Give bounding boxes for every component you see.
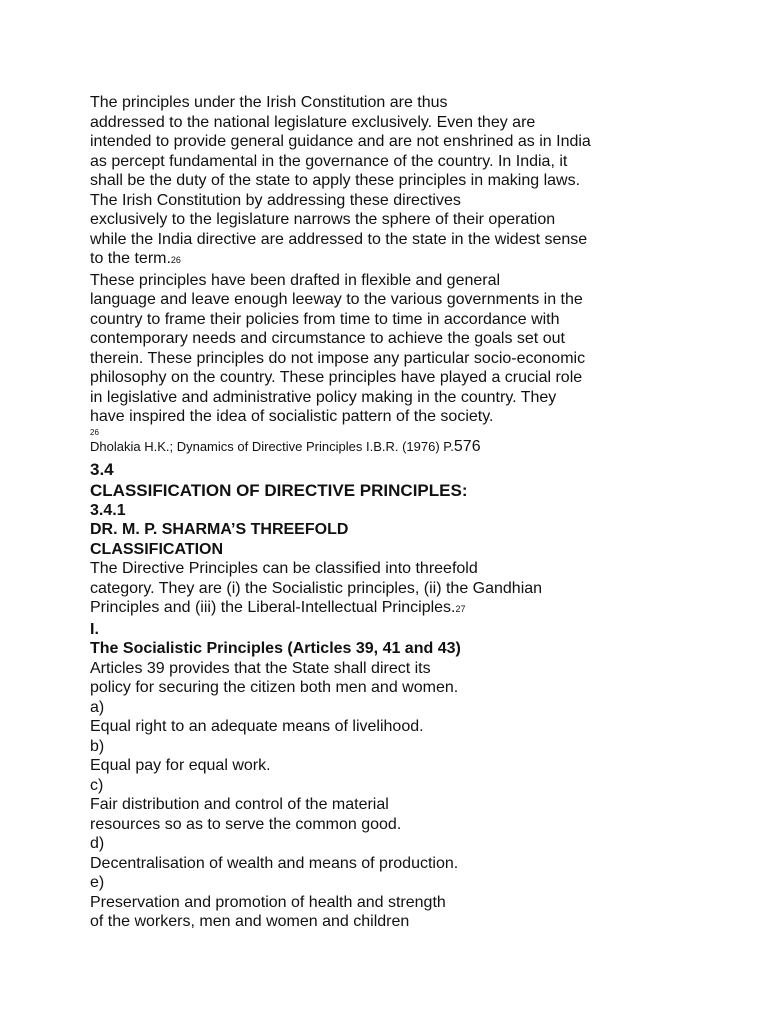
footnote-reference: 26 <box>170 255 181 265</box>
text-line: policy for securing the citizen both men and women. <box>90 679 459 696</box>
paragraph-flexible-principles <box>90 271 730 427</box>
text-line: as percept fundamental in the governance of the country. In India, it <box>90 152 568 170</box>
list-item <box>90 834 730 873</box>
text-line: in legislative and administrative policy making in the country. They <box>90 388 557 406</box>
list-item-text: Equal right to an adequate means of livelihood. <box>90 718 424 735</box>
part-title: The Socialistic Principles (Articles 39, 41 and 43) <box>90 640 461 657</box>
footnote-mark: 26 <box>90 427 99 437</box>
text-line: These principles have been drafted in flexible and general <box>90 271 501 289</box>
list-item-text: of the workers, men and women and children <box>90 913 410 930</box>
list-item <box>90 698 730 737</box>
text-line <box>90 249 730 271</box>
text-line: contemporary needs and circumstance to achieve the goals set out <box>90 330 565 347</box>
subsection-number: 3.4.1 <box>90 501 126 519</box>
text-line: philosophy on the country. These principles have played a crucial role <box>90 369 583 386</box>
footnote <box>90 428 730 455</box>
section-number: 3.4 <box>90 459 114 479</box>
text-line: exclusively to the legislature narrows the sphere of their operation <box>90 211 556 228</box>
list-item-text: Decentralisation of wealth and means of production. <box>90 854 459 872</box>
part-numeral: I. <box>90 620 99 638</box>
list-item-label: b) <box>90 737 105 755</box>
text-line: addressed to the national legislature exclusively. Even they are <box>90 113 536 131</box>
text-line: language and leave enough leeway to the various governments in the <box>90 291 583 308</box>
article-39-list <box>90 698 730 932</box>
text-line: The Directive Principles can be classified into threefold <box>90 560 478 577</box>
list-item-label: d) <box>90 835 105 852</box>
text-line: have inspired the idea of socialistic pattern of the society. <box>90 408 494 425</box>
subsection-title-cont: CLASSIFICATION <box>90 540 224 558</box>
list-item-text: Preservation and promotion of health and strength <box>90 893 446 911</box>
text-line: The Irish Constitution by addressing these directives <box>90 191 461 209</box>
list-item <box>90 776 730 835</box>
footnote-text <box>90 438 730 455</box>
text-line: The principles under the Irish Constitution are thus <box>90 94 448 111</box>
paragraph-threefold <box>90 559 730 620</box>
text-line: country to frame their policies from time to time in accordance with <box>90 310 560 328</box>
list-item <box>90 737 730 776</box>
paragraph-article-39 <box>90 659 730 698</box>
text-line: Articles 39 provides that the State shall direct its <box>90 659 431 677</box>
footnote-page: 576 <box>453 437 481 455</box>
text-line <box>90 598 730 620</box>
text-line-end: to the term. <box>90 250 171 267</box>
list-item-label: e) <box>90 874 105 891</box>
list-item-text: Fair distribution and control of the material <box>90 796 389 813</box>
text-line: shall be the duty of the state to apply these principles in making laws. <box>90 172 581 189</box>
footnote-citation: Dholakia H.K.; Dynamics of Directive Principles I.B.R. (1976) P. <box>90 438 454 454</box>
list-item <box>90 873 730 932</box>
document-page <box>90 93 730 932</box>
text-line: intended to provide general guidance and are not enshrined as in India <box>90 133 591 150</box>
text-line: therein. These principles do not impose any particular socio-economic <box>90 349 586 367</box>
list-item-text: Equal pay for equal work. <box>90 757 271 774</box>
list-item-label: a) <box>90 698 105 716</box>
footnote-reference: 27 <box>455 604 466 614</box>
list-item-label: c) <box>90 776 104 794</box>
paragraph-irish-constitution <box>90 93 730 271</box>
text-line: category. They are (i) the Socialistic principles, (ii) the Gandhian <box>90 579 543 597</box>
list-item-text: resources so as to serve the common good. <box>90 815 402 833</box>
subsection-title: DR. M. P. SHARMA’S THREEFOLD <box>90 521 349 538</box>
section-title: CLASSIFICATION OF DIRECTIVE PRINCIPLES: <box>90 480 468 500</box>
text-line: while the India directive are addressed to the state in the widest sense <box>90 230 588 248</box>
text-line-end: Principles and (iii) the Liberal-Intellectual Principles. <box>90 599 456 616</box>
